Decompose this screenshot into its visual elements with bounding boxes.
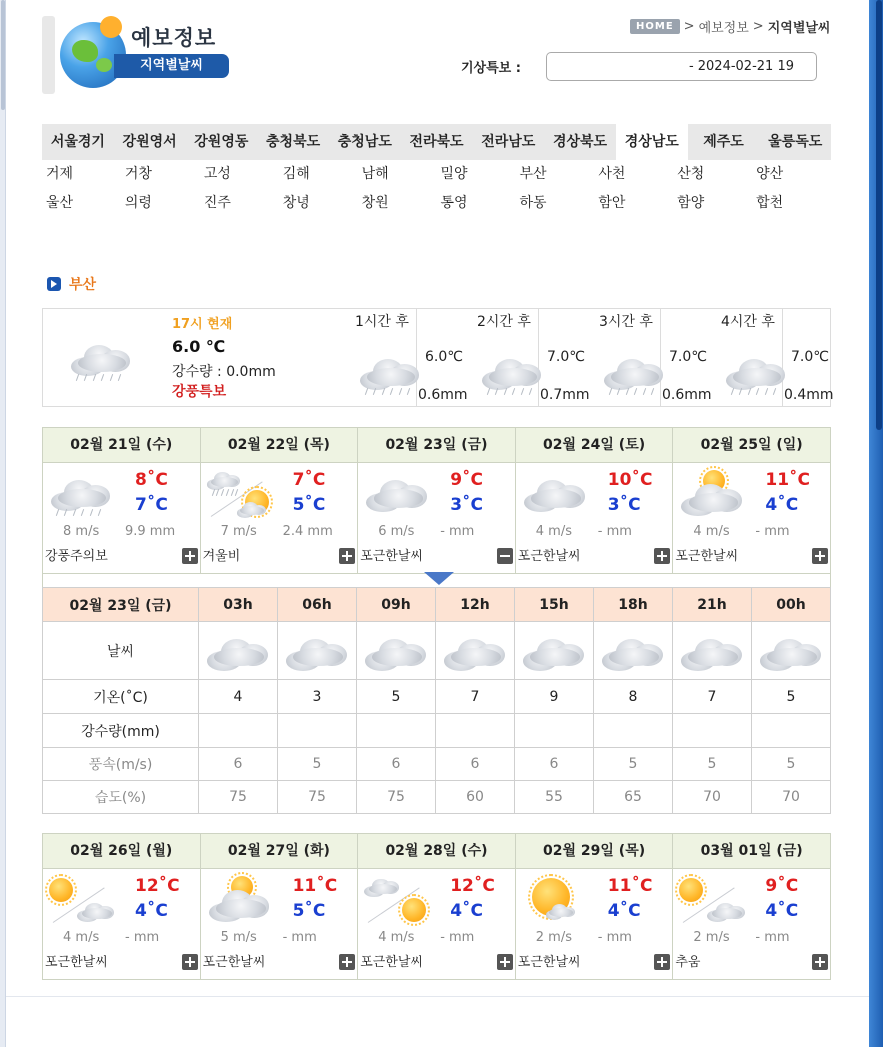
hourly-label: 3시간 후: [599, 314, 653, 330]
table-cell: 5: [673, 748, 752, 781]
weather-warning-field[interactable]: - 2024-02-21 19: [546, 52, 817, 81]
hourly-temp: 7.0℃: [791, 349, 829, 365]
table-row: [43, 714, 831, 748]
table-cell: 75: [278, 781, 357, 814]
weather-cell: [752, 622, 831, 680]
low-temp: 4˚C: [450, 901, 483, 921]
right-scrollbar[interactable]: [869, 0, 883, 1047]
high-temp: 11˚C: [765, 470, 811, 490]
precipitation: - mm: [440, 930, 475, 945]
row-label: 강수량(mm): [43, 714, 199, 748]
hourly-temp: 6.0℃: [425, 349, 463, 365]
tab-region[interactable]: 울릉독도: [768, 134, 823, 150]
hourly-label: 4시간 후: [721, 314, 775, 330]
city-link[interactable]: 울산: [46, 195, 74, 211]
now-warning[interactable]: 강풍특보: [172, 384, 227, 400]
table-cell: 60: [436, 781, 515, 814]
low-temp: 4˚C: [135, 901, 168, 921]
city-link[interactable]: 사천: [598, 166, 626, 182]
city-link[interactable]: 함양: [677, 195, 705, 211]
wind-speed: 7 m/s: [220, 524, 257, 539]
city-link[interactable]: 창원: [361, 195, 389, 211]
high-temp: 11˚C: [607, 876, 653, 896]
hour-header: 00h: [752, 588, 831, 622]
table-cell: 7: [673, 680, 752, 714]
low-temp: 4˚C: [607, 901, 641, 921]
high-temp: 9˚C: [450, 470, 483, 490]
day-date: 03월 01일 (금): [673, 834, 830, 869]
city-row: [42, 193, 831, 222]
hourly-rain: 0.6mm: [418, 387, 468, 403]
tab-region[interactable]: 경상남도: [616, 124, 688, 160]
daily-forecast-week2: [42, 833, 831, 980]
table-cell: [515, 714, 594, 748]
weather-cell: [436, 622, 515, 680]
low-temp: 5˚C: [292, 901, 326, 921]
divider: [660, 309, 661, 406]
weather-description: 포근한날씨: [360, 549, 423, 564]
table-cell: 6: [436, 748, 515, 781]
left-scroll-thumb[interactable]: [1, 0, 5, 110]
table-cell: 5: [752, 680, 831, 714]
divider: [416, 309, 417, 406]
hourly-date-header: 02월 23일 (금): [43, 588, 199, 622]
divider: [538, 309, 539, 406]
weather-cell: [357, 622, 436, 680]
precipitation: - mm: [597, 930, 632, 945]
breadcrumb-section-link[interactable]: 예보정보: [698, 21, 749, 36]
day-date: 02월 21일 (수): [43, 428, 200, 463]
breadcrumb-separator: >: [752, 19, 764, 34]
table-cell: 70: [673, 781, 752, 814]
high-temp: 7˚C: [292, 470, 326, 490]
low-temp: 4˚C: [765, 901, 799, 921]
city-link[interactable]: 합천: [756, 195, 784, 211]
collapse-icon[interactable]: [497, 548, 513, 564]
current-city-name: 부산: [69, 277, 97, 293]
city-link[interactable]: 산청: [677, 166, 705, 182]
region-tabs: [42, 124, 831, 160]
expand-icon[interactable]: [339, 548, 355, 564]
tab-region[interactable]: 서울경기: [50, 134, 105, 150]
hourly-forecast-table: [42, 587, 831, 814]
day-card: [673, 834, 830, 979]
wind-speed: 6 m/s: [378, 524, 415, 539]
header-accent-bar: [42, 16, 55, 94]
table-cell: [278, 714, 357, 748]
table-header-row: [43, 588, 831, 622]
weather-description: 포근한날씨: [517, 955, 581, 970]
wind-speed: 4 m/s: [378, 930, 415, 945]
city-link[interactable]: 의령: [124, 195, 152, 211]
city-link[interactable]: 거제: [46, 166, 74, 182]
weather-warning-label: 기상특보 :: [461, 61, 521, 76]
expand-icon[interactable]: [812, 954, 828, 970]
table-row: [43, 781, 831, 814]
breadcrumb-home-link[interactable]: HOME: [630, 19, 680, 34]
city-link[interactable]: 김해: [282, 166, 310, 182]
weather-description: 포근한날씨: [517, 549, 581, 564]
tab-region[interactable]: 전라북도: [409, 134, 464, 150]
table-cell: 5: [278, 748, 357, 781]
precipitation: 9.9 mm: [125, 524, 176, 539]
day-date: 02월 23일 (금): [358, 428, 515, 463]
table-row: [43, 622, 831, 680]
weather-description: 겨울비: [202, 549, 241, 564]
expand-icon[interactable]: [497, 954, 513, 970]
day-card: [201, 834, 359, 979]
low-temp: 7˚C: [135, 495, 168, 515]
precipitation: - mm: [125, 930, 160, 945]
cloud-icon: [515, 623, 593, 679]
expand-icon[interactable]: [654, 954, 670, 970]
tab-region[interactable]: 강원영동: [194, 134, 249, 150]
wind-speed: 4 m/s: [693, 524, 730, 539]
right-scroll-thumb[interactable]: [876, 0, 882, 430]
day-card: [516, 428, 674, 573]
table-cell: [594, 714, 673, 748]
cloud-icon: [752, 623, 830, 679]
high-temp: 12˚C: [450, 876, 495, 896]
wind-speed: 2 m/s: [535, 930, 573, 945]
now-temperature: 6.0 ℃: [172, 337, 226, 356]
cloud-icon: [357, 623, 435, 679]
weather-description: 포근한날씨: [202, 955, 266, 970]
day-card: [358, 428, 516, 573]
city-link[interactable]: 부산: [519, 166, 547, 182]
hourly-temp: 7.0℃: [669, 349, 707, 365]
day-date: 02월 24일 (토): [516, 428, 673, 463]
weather-description: 포근한날씨: [45, 955, 108, 970]
city-row: [42, 164, 831, 193]
hourly-rain: 0.4mm: [784, 387, 834, 403]
day-date: 02월 27일 (화): [201, 834, 358, 869]
row-label: 습도(%): [43, 781, 199, 814]
weather-cell: [199, 622, 278, 680]
hour-header: 09h: [357, 588, 436, 622]
page-title: 예보정보: [131, 26, 217, 50]
weather-cell: [673, 622, 752, 680]
daily-forecast-week1: [42, 427, 831, 574]
city-link[interactable]: 창녕: [282, 195, 310, 211]
table-cell: 6: [357, 748, 436, 781]
day-card: [358, 834, 516, 979]
day-card: [516, 834, 674, 979]
weather-cell: [278, 622, 357, 680]
precipitation: - mm: [440, 524, 475, 539]
table-cell: 4: [199, 680, 278, 714]
low-temp: 3˚C: [450, 495, 483, 515]
city-link[interactable]: 통영: [440, 195, 468, 211]
high-temp: 10˚C: [607, 470, 653, 490]
weather-cell: [515, 622, 594, 680]
row-label: 풍속(m/s): [43, 748, 199, 781]
high-temp: 12˚C: [135, 876, 180, 896]
row-label: 기온(˚C): [43, 680, 199, 714]
table-cell: 55: [515, 781, 594, 814]
city-link[interactable]: 진주: [203, 195, 231, 211]
weather-description: 포근한날씨: [675, 549, 739, 564]
city-link[interactable]: 하동: [519, 195, 547, 211]
wind-speed: 8 m/s: [63, 524, 100, 539]
tab-region[interactable]: 경상북도: [552, 134, 608, 150]
hourly-rain: 0.6mm: [662, 387, 712, 403]
cloud-icon: [594, 623, 672, 679]
high-temp: 8˚C: [135, 470, 168, 490]
day-card: [201, 428, 359, 573]
table-cell: 5: [594, 748, 673, 781]
city-list: [42, 164, 831, 222]
weather-cell: [594, 622, 673, 680]
wind-speed: 2 m/s: [693, 930, 730, 945]
hour-header: 15h: [515, 588, 594, 622]
table-cell: 7: [436, 680, 515, 714]
weather-description: 강풍주의보: [45, 549, 108, 564]
table-cell: [752, 714, 831, 748]
now-precipitation: 강수량 : 0.0mm: [172, 364, 276, 380]
tab-region[interactable]: 제주도: [703, 134, 744, 150]
current-city-heading: [47, 274, 96, 294]
precipitation: 2.4 mm: [282, 524, 333, 539]
now-label: 17시 현재: [172, 317, 233, 332]
tab-region[interactable]: 강원영서: [122, 134, 177, 150]
weather-description: 포근한날씨: [360, 955, 423, 970]
table-cell: 3: [278, 680, 357, 714]
tab-region[interactable]: 전라남도: [481, 134, 536, 150]
day-date: 02월 28일 (수): [358, 834, 515, 869]
table-cell: 5: [752, 748, 831, 781]
table-cell: [199, 714, 278, 748]
current-weather-box: [42, 308, 834, 407]
hourly-rain: 0.7mm: [540, 387, 590, 403]
hour-header: 06h: [278, 588, 357, 622]
city-link[interactable]: 남해: [361, 166, 389, 182]
high-temp: 11˚C: [292, 876, 338, 896]
day-card: [43, 428, 201, 573]
day-date: 02월 25일 (일): [673, 428, 830, 463]
city-link[interactable]: 양산: [756, 166, 784, 182]
table-cell: 70: [752, 781, 831, 814]
hour-header: 12h: [436, 588, 515, 622]
cloud-icon: [199, 623, 277, 679]
hourly-label: 1시간 후: [355, 314, 409, 330]
table-row: [43, 748, 831, 781]
cloud-icon: [278, 623, 356, 679]
weather-description: 추움: [675, 955, 701, 970]
page-subtitle: 지역별날씨: [114, 54, 229, 78]
high-temp: 9˚C: [765, 876, 799, 896]
table-cell: [673, 714, 752, 748]
hour-header: 03h: [199, 588, 278, 622]
wind-speed: 4 m/s: [535, 524, 573, 539]
table-cell: 5: [357, 680, 436, 714]
breadcrumb-current: 지역별날씨: [767, 21, 831, 36]
breadcrumb-separator: >: [683, 19, 695, 34]
table-cell: 75: [357, 781, 436, 814]
low-temp: 3˚C: [607, 495, 641, 515]
expand-icon[interactable]: [812, 548, 828, 564]
table-cell: 65: [594, 781, 673, 814]
expand-icon[interactable]: [339, 954, 355, 970]
tab-region[interactable]: 충청남도: [337, 134, 392, 150]
divider: [6, 996, 869, 997]
table-cell: [436, 714, 515, 748]
day-card: [673, 428, 830, 573]
left-frame: [0, 0, 6, 1047]
cloud-icon: [436, 623, 514, 679]
day-card: [43, 834, 201, 979]
wind-speed: 4 m/s: [63, 930, 100, 945]
precipitation: - mm: [597, 524, 632, 539]
expand-icon[interactable]: [182, 548, 198, 564]
cloud-icon: [673, 623, 751, 679]
table-cell: [357, 714, 436, 748]
day-date: 02월 22일 (목): [201, 428, 358, 463]
table-cell: 6: [199, 748, 278, 781]
arrow-box-icon: [47, 277, 61, 291]
city-link[interactable]: 고성: [203, 166, 231, 182]
hour-header: 18h: [594, 588, 673, 622]
city-link[interactable]: 함안: [598, 195, 626, 211]
table-cell: 75: [199, 781, 278, 814]
precipitation: - mm: [282, 930, 317, 945]
hourly-toggle-strip: [42, 571, 831, 587]
day-date: 02월 26일 (월): [43, 834, 200, 869]
divider: [782, 309, 783, 406]
hour-header: 21h: [673, 588, 752, 622]
table-cell: 8: [594, 680, 673, 714]
breadcrumb: [630, 17, 831, 36]
hourly-label: 2시간 후: [477, 314, 531, 330]
row-label: 날씨: [43, 622, 199, 680]
city-link[interactable]: 밀양: [440, 166, 468, 182]
day-date: 02월 29일 (목): [516, 834, 673, 869]
precipitation: - mm: [755, 524, 790, 539]
hourly-temp: 7.0℃: [547, 349, 585, 365]
precipitation: - mm: [755, 930, 790, 945]
caret-down-icon[interactable]: [424, 572, 454, 585]
tab-region[interactable]: 충청북도: [266, 134, 321, 150]
low-temp: 4˚C: [765, 495, 799, 515]
city-link[interactable]: 거창: [124, 166, 152, 182]
expand-icon[interactable]: [182, 954, 198, 970]
table-cell: 6: [515, 748, 594, 781]
wind-speed: 5 m/s: [220, 930, 257, 945]
expand-icon[interactable]: [654, 548, 670, 564]
low-temp: 5˚C: [292, 495, 326, 515]
table-row: [43, 680, 831, 714]
table-cell: 9: [515, 680, 594, 714]
